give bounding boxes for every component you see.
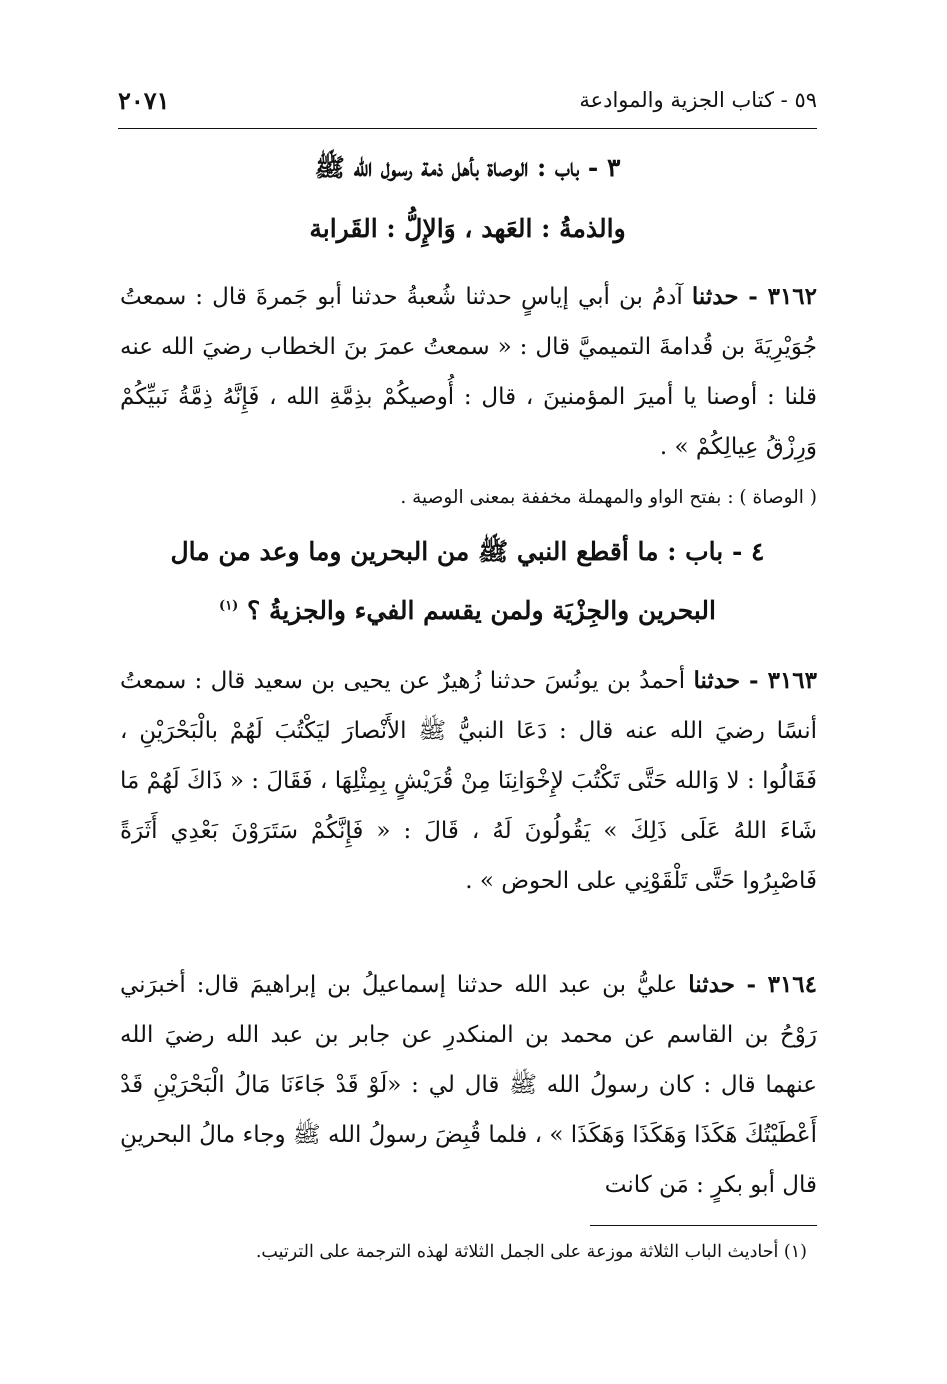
hadith-3162-number: ٣١٦٢ - حدثنا: [691, 283, 818, 310]
section-3-subtitle: والذمةُ : العَهد ، وَالإِلُّ : القَرابة: [309, 214, 626, 243]
hadith-3164: [120, 960, 817, 1210]
footnote-1: (١) أحاديث الباب الثلاثة موزعة على الجمل الثلاثة لهذه الترجمة على الترتيب.: [255, 1242, 807, 1262]
hadith-3163: [120, 656, 817, 906]
section-4-title-text: البحرين والجِزْيَة ولمن يقسم الفيء والجزيةُ ؟: [247, 596, 716, 625]
hadith-3164-text: عليُّ بن عبد الله حدثنا إسماعيلُ بن إبراهيمَ قال: أخبرَني رَوْحُ بن القاسم عن محمد بن المنكدرِ عن جابر بن عبد الله رضيَ الله عنهما قال : كان رسولُ الله ﷺ قال لي : «لَوْ قَدْ جَاءَنَا مَالُ الْبَحْرَيْنِ قَدْ أَعْطَيْتُكَ هَكَذَا وَهَكَذَا وَهَكَذَا » ، فلما قُبِضَ رسولُ الله ﷺ وجاء مالُ البحرينِ قال أبو بكرٍ : مَن كانت: [120, 972, 817, 1198]
hadith-3162-note: ( الوصاة ) : بفتح الواو والمهملة مخففة بمعنى الوصية .: [400, 487, 817, 508]
running-header: [118, 88, 817, 122]
section-4-title-line1: ٤ - باب : ما أقطع النبي ﷺ من البحرين وما وعد من مال: [170, 537, 765, 566]
section-3-title: ٣ - باب : الوصاة بأهل ذمة رسول الله ﷺ: [314, 153, 621, 182]
hadith-3163-number: ٣١٦٣ - حدثنا: [693, 667, 818, 694]
page-number: ٢٠٧١: [118, 86, 170, 115]
footnote-marker[interactable]: (١): [219, 598, 239, 614]
hadith-3164-number: ٣١٦٤ - حدثنا: [688, 971, 818, 998]
hadith-3162-text: آدمُ بن أبي إياسٍ حدثنا شُعبةُ حدثنا أبو جَمرةَ قال : سمعتُ جُوَيْرِيَةَ بن قُدامةَ التميميَّ قال : « سمعتُ عمرَ بنَ الخطاب رضيَ الله عنه قلنا : أوصنا يا أميرَ المؤمنينَ ، قال : أُوصيكُمْ بذِمَّةِ الله ، فَإِنَّهُ ذِمَّةُ نَبيِّكُمْ وَرِزْقُ عِيالِكُمْ » .: [120, 284, 817, 460]
hadith-3162: [120, 272, 817, 472]
section-4-title-line2: [118, 596, 817, 625]
header-divider: [118, 128, 817, 129]
hadith-3163-text: أحمدُ بن يونُسَ حدثنا زُهيرٌ عن يحيى بن سعيد قال : سمعتُ أنسًا رضيَ الله عنه قال : دَعَا النبيُّ ﷺ الأَنْصارَ ليَكْتُبَ لَهُمْ بالْبَحْرَيْنِ ، فَقَالُوا : لا وَالله حَتَّى تَكْتُبَ لإِخْوَانِنَا مِنْ قُرَيْشٍ بِمِثْلِهَا ، فَقَالَ : « ذَاكَ لَهُمْ مَا شَاءَ اللهُ عَلَى ذَلِكَ » يَقُولُونَ لَهُ ، قَالَ : « فَإِنَّكُمْ سَتَرَوْنَ بَعْدِي أَثَرَةً فَاصْبِرُوا حَتَّى تَلْقَوْنِي على الحوض » .: [120, 668, 817, 894]
chapter-title: ٥٩ - كتاب الجزية والموادعة: [579, 88, 817, 112]
footnote-divider: [590, 1225, 817, 1226]
